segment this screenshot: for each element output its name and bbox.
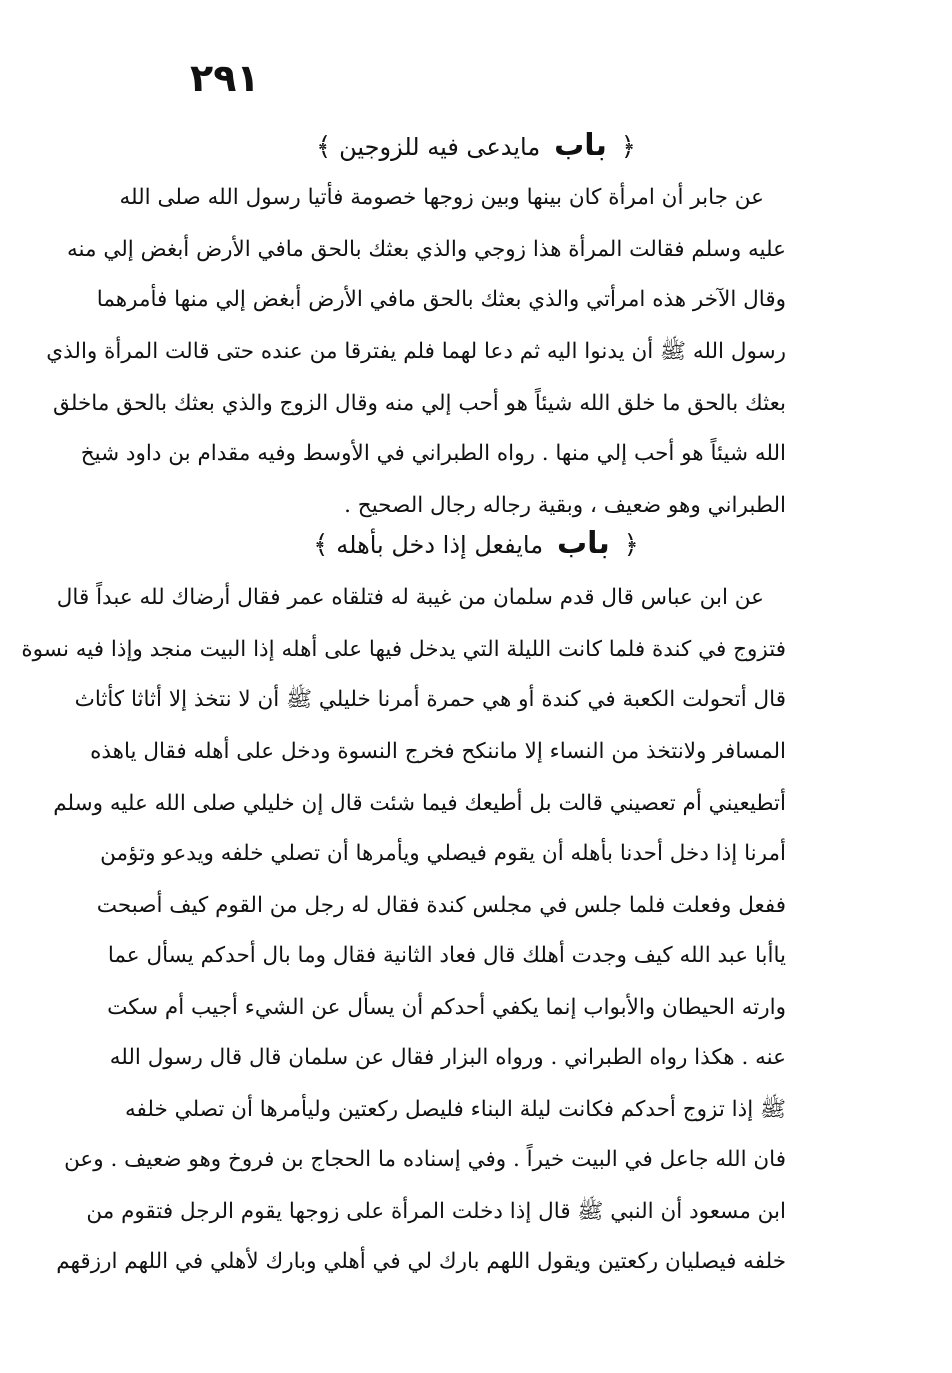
heading-title: مايدعى فيه للزوجين [339,133,541,161]
text-line: أتطيعيني أم تعصيني قالت بل أطيعك فيما شئت قال إن خليلي صلى الله عليه وسلم [53,791,786,816]
text-line: عن ابن عباس قال قدم سلمان من غيبة له فتلقاه عمر فقال أرضاك لله عبداً قال [56,585,764,610]
text-line: المسافر ولانتخذ من النساء إلا ماننكح فخرج النسوة ودخل على أهله فقال ياهذه [90,739,786,764]
heading-close-bracket: ﴾ [315,132,332,162]
text-line: الله شيئاً هو أحب إلي منها . رواه الطبراني في الأوسط وفيه مقدام بن داود شيخ [80,441,786,466]
heading-title: مايفعل إذا دخل بأهله [336,531,544,559]
text-line: وارته الحيطان والأبواب إنما يكفي أحدكم أن يسأل عن الشيء أجيب أم سكت [107,995,786,1020]
text-line: خلفه فيصليان ركعتين ويقول اللهم بارك لي في أهلي وبارك لأهلي في اللهم ارزقهم [56,1249,786,1274]
text-line: بعثك بالحق ما خلق الله شيئاً هو أحب إلي منه وقال الزوج والذي بعثك بالحق ماخلق [52,391,786,416]
text-line: عليه وسلم فقالت المرأة هذا زوجي والذي بعثك بالحق مافي الأرض أبغض إلي منه [66,237,786,262]
heading-bab: باب [554,128,607,163]
text-line: ففعل وفعلت فلما جلس في مجلس كندة فقال له رجل من القوم كيف أصبحت [96,893,786,918]
chapter-heading-1 [0,128,952,163]
text-line: فتزوج في كندة فلما كانت الليلة التي يدخل فيها على أهله إذا البيت منجد وإذا فيه نسوة [21,637,786,662]
heading-bab: باب [557,526,610,561]
text-line: وقال الآخر هذه امرأتي والذي بعثك بالحق مافي الأرض أبغض إلي منها فأمرهما [96,287,786,312]
text-line: قال أتحولت الكعبة في كندة أو هي حمرة أمرنا خليلي ﷺ أن لا نتخذ إلا أثاثا كأثاث [74,687,786,712]
text-line: ﷺ إذا تزوج أحدكم فكانت ليلة البناء فليصل ركعتين وليأمرها أن تصلي خلفه [125,1097,786,1122]
text-line: ابن مسعود أن النبي ﷺ قال إذا دخلت المرأة على زوجها يقوم الرجل فتقوم من [86,1199,786,1224]
heading-close-bracket: ﴾ [313,530,329,560]
text-line: عن جابر أن امرأة كان بينها وبين زوجها خصومة فأتيا رسول الله صلى الله [119,185,764,210]
page-number: ٢٩١ [190,56,260,100]
text-line: رسول الله ﷺ أن يدنوا اليه ثم دعا لهما فلم يفترقا من عنده حتى قالت المرأة والذي [46,339,786,364]
text-line: فان الله جاعل في البيت خيراً . وفي إسناده ما الحجاج بن فروخ وهو ضعيف . وعن [64,1147,786,1172]
text-line: عنه . هكذا رواه الطبراني . ورواه البزار فقال عن سلمان قال قال رسول الله [109,1045,786,1070]
text-line: ياأبا عبد الله كيف وجدت أهلك قال فعاد الثانية فقال وما بال أحدكم يسأل عما [107,943,786,968]
heading-open-bracket: ﴿ [623,530,639,560]
chapter-heading-2 [0,526,952,561]
text-line: الطبراني وهو ضعيف ، وبقية رجاله رجال الصحيح . [344,493,786,518]
heading-open-bracket: ﴿ [620,132,637,162]
text-line: أمرنا إذا دخل أحدنا بأهله أن يقوم فيصلي ويأمرها أن تصلي خلفه ويدعو وتؤمن [100,841,786,866]
